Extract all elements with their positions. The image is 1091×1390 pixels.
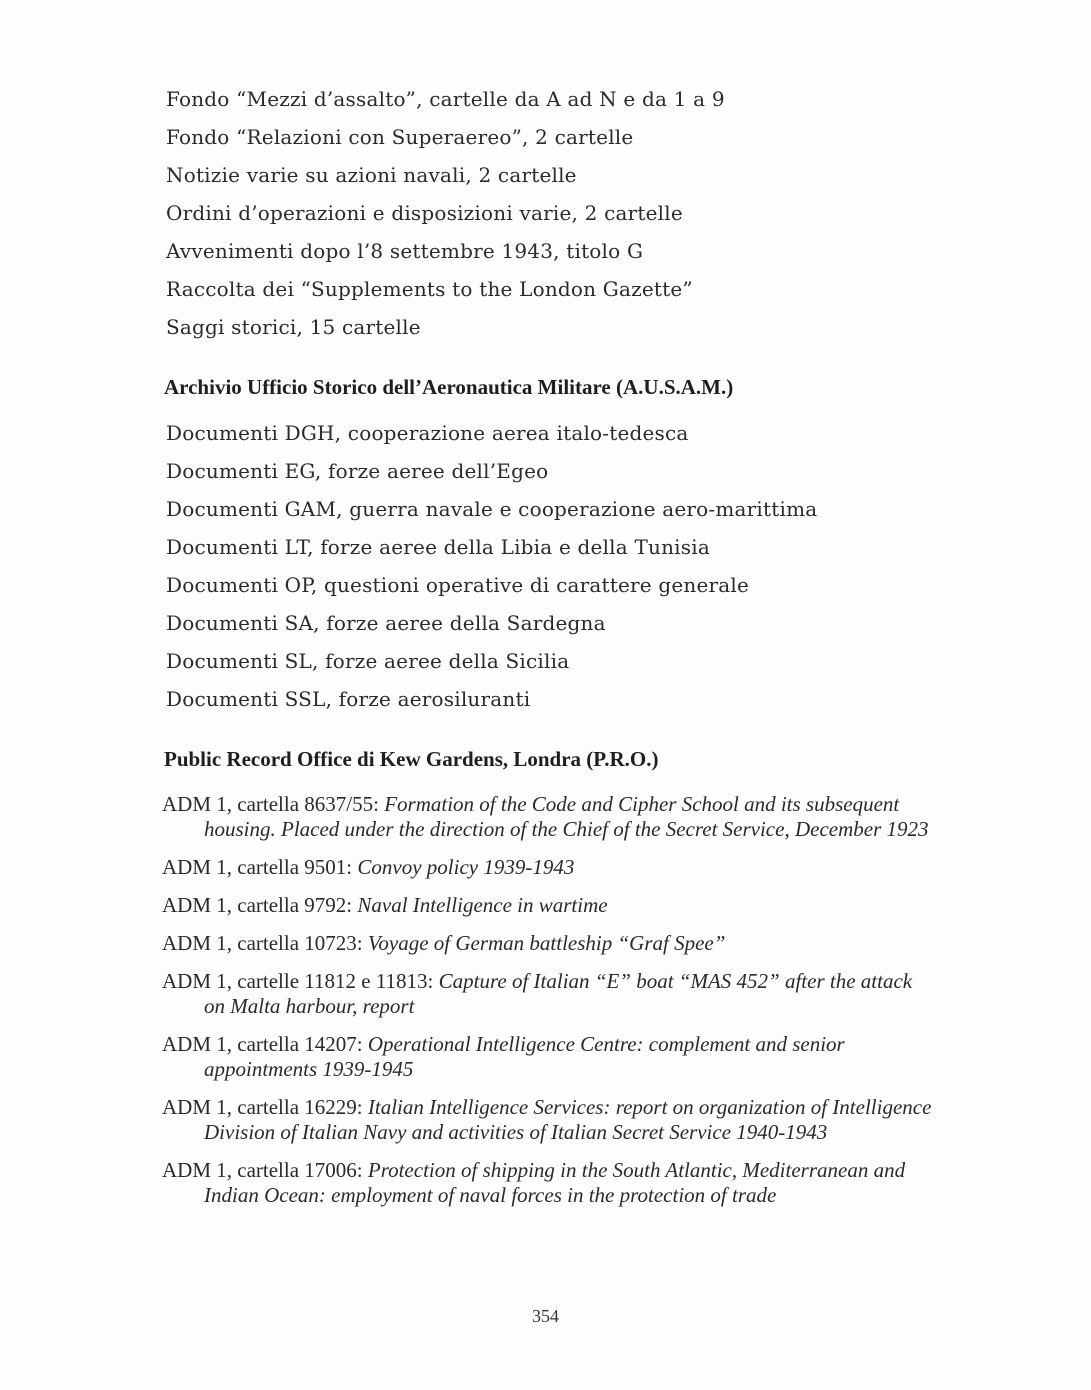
entry-reference: ADM 1, cartella 9501:	[162, 855, 358, 879]
list-item: Avvenimenti dopo l’8 settembre 1943, titolo G	[166, 239, 644, 263]
bibliography-entry	[162, 931, 932, 956]
entry-reference: ADM 1, cartella 17006:	[162, 1158, 368, 1182]
ausam-list	[166, 414, 946, 718]
entry-reference: ADM 1, cartella 8637/55:	[162, 792, 385, 816]
list-item: Saggi storici, 15 cartelle	[166, 315, 421, 339]
list-item: Documenti GAM, guerra navale e cooperazione aero-marittima	[166, 497, 818, 521]
list-item: Fondo “Relazioni con Superaereo”, 2 cartelle	[166, 125, 634, 149]
bibliography-entry	[162, 1095, 932, 1145]
entry-title: Operational Intelligence Centre: complement and senior appointments 1939-1945	[204, 1032, 845, 1081]
entry-title: Capture of Italian “E” boat “MAS 452” after the attack on Malta harbour, report	[204, 969, 913, 1018]
entry-title: Naval Intelligence in wartime	[357, 893, 608, 917]
bibliography-entry	[162, 893, 932, 918]
list-item: Documenti SSL, forze aerosiluranti	[166, 687, 531, 711]
list-item: Raccolta dei “Supplements to the London Gazette”	[166, 277, 693, 301]
pro-heading: Public Record Office di Kew Gardens, Londra (P.R.O.)	[164, 747, 659, 771]
archive-list-top	[166, 80, 946, 346]
list-item: Documenti EG, forze aeree dell’Egeo	[166, 459, 549, 483]
list-item: Notizie varie su azioni navali, 2 cartelle	[166, 163, 577, 187]
bibliography-entry	[162, 1158, 932, 1208]
list-item: Documenti SL, forze aeree della Sicilia	[166, 649, 570, 673]
entry-reference: ADM 1, cartella 10723:	[162, 931, 368, 955]
bibliography-entry	[162, 792, 932, 842]
entry-reference: ADM 1, cartella 9792:	[162, 893, 358, 917]
pro-entries	[162, 792, 932, 1221]
entry-title: Protection of shipping in the South Atlantic, Mediterranean and Indian Ocean: employment of naval forces in the protection of trade	[204, 1158, 906, 1207]
list-item: Documenti SA, forze aeree della Sardegna	[166, 611, 606, 635]
entry-title: Voyage of German battleship “Graf Spee”	[367, 931, 726, 955]
list-item: Documenti DGH, cooperazione aerea italo-tedesca	[166, 421, 689, 445]
page-number: 354	[532, 1306, 559, 1326]
entry-reference: ADM 1, cartella 16229:	[162, 1095, 368, 1119]
list-item: Fondo “Mezzi d’assalto”, cartelle da A ad N e da 1 a 9	[166, 87, 725, 111]
entry-title: Convoy policy 1939-1943	[357, 855, 575, 879]
entry-reference: ADM 1, cartella 14207:	[162, 1032, 368, 1056]
entry-reference: ADM 1, cartelle 11812 e 11813:	[162, 969, 439, 993]
entry-title: Italian Intelligence Services: report on organization of Intelligence Division of Italian Navy and activities of Italian Secret Service 1940-1943	[204, 1095, 932, 1144]
ausam-heading: Archivio Ufficio Storico dell’Aeronautica Militare (A.U.S.A.M.)	[164, 375, 734, 399]
list-item: Ordini d’operazioni e disposizioni varie, 2 cartelle	[166, 201, 683, 225]
entry-title: Formation of the Code and Cipher School and its subsequent housing. Placed under the direction of the Chief of the Secret Service, December 1923	[204, 792, 929, 841]
bibliography-entry	[162, 969, 932, 1019]
bibliography-entry	[162, 1032, 932, 1082]
list-item: Documenti LT, forze aeree della Libia e della Tunisia	[166, 535, 710, 559]
bibliography-entry	[162, 855, 932, 880]
list-item: Documenti OP, questioni operative di carattere generale	[166, 573, 750, 597]
